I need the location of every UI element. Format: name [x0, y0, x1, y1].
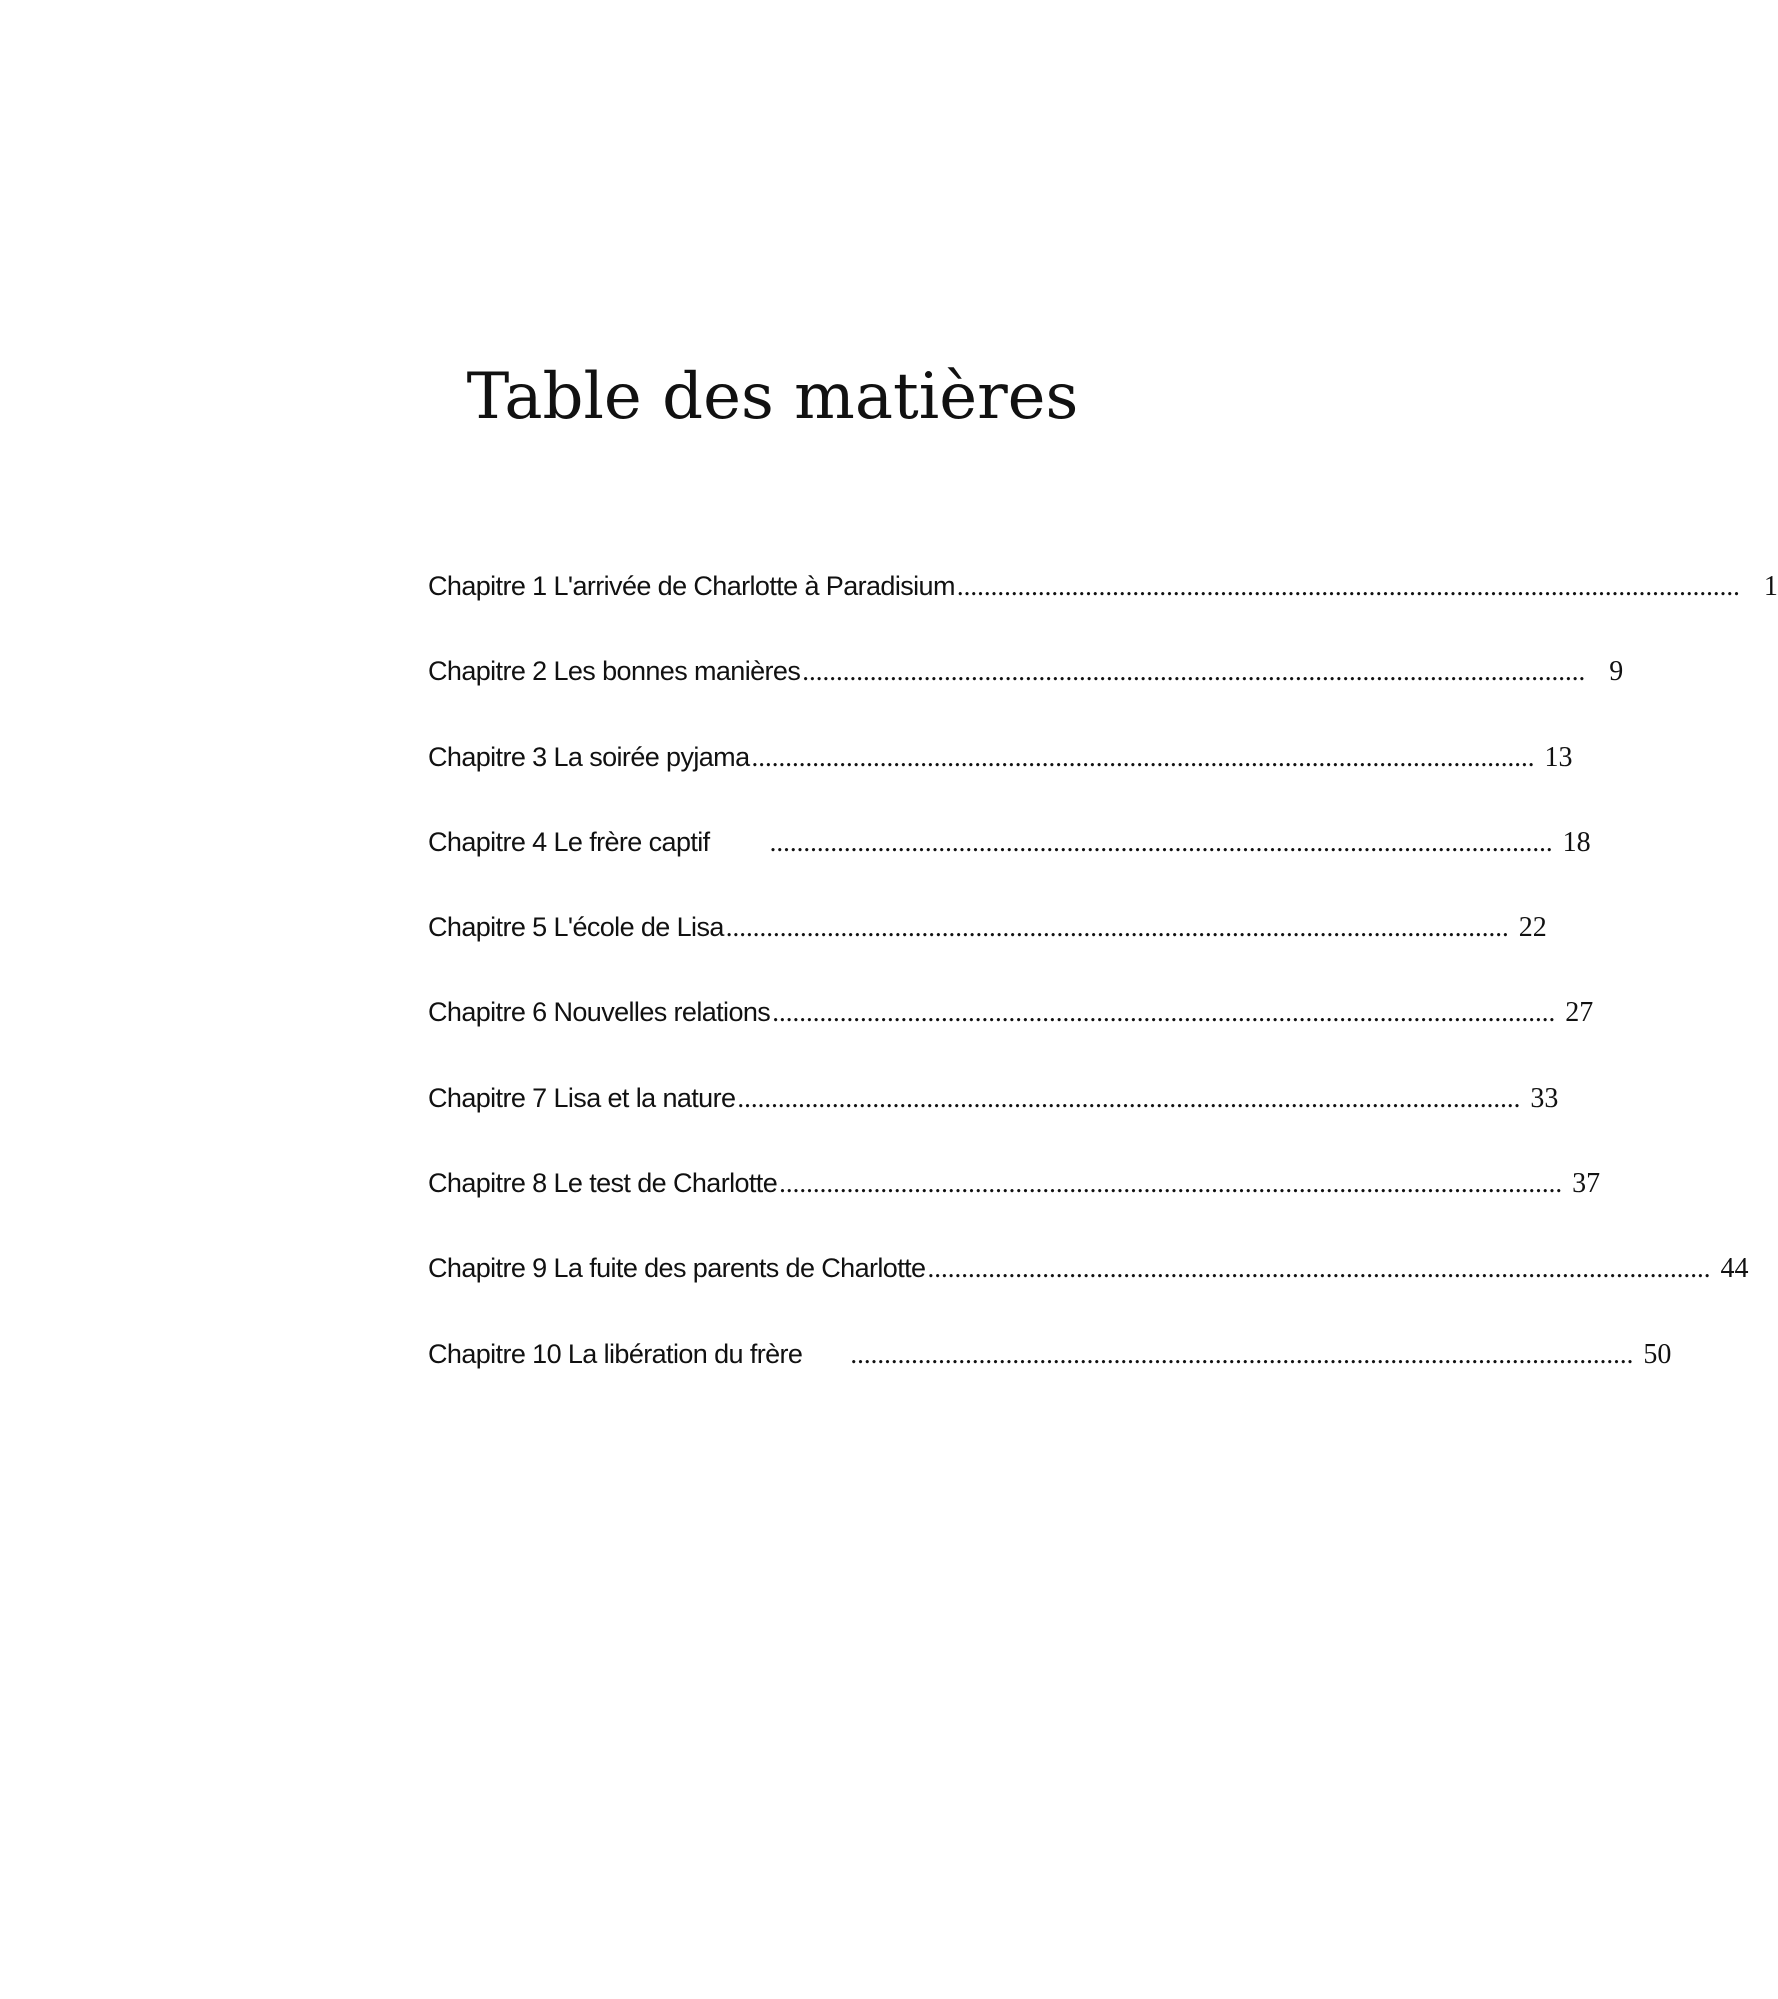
toc-entry-page: 27	[1565, 997, 1594, 1029]
toc-entry-label: Chapitre 7 Lisa et la nature	[428, 1082, 736, 1113]
toc-entry-label: Chapitre 3 La soirée pyjama	[428, 741, 750, 772]
toc-entry-page: 44	[1720, 1253, 1749, 1285]
toc-entry[interactable]	[428, 1168, 1601, 1253]
dot-leader: ....................................................................................................................	[779, 1168, 1563, 1199]
dot-leader: ....................................................................................................................	[850, 1338, 1634, 1369]
toc-entry-page: 33	[1530, 1082, 1559, 1114]
toc-entry[interactable]	[428, 826, 1591, 912]
toc-entry-label: Chapitre 5 L'école de Lisa	[428, 912, 724, 943]
toc-entry-page: 37	[1572, 1168, 1601, 1200]
toc-entry[interactable]	[428, 912, 1547, 997]
dot-leader: ....................................................................................................................	[802, 656, 1586, 687]
dot-leader: ....................................................................................................................	[956, 571, 1740, 601]
toc-entry[interactable]	[428, 741, 1573, 827]
toc-entry-page: 18	[1562, 826, 1591, 858]
toc-entry-page: 9	[1609, 656, 1624, 688]
toc-entry[interactable]	[428, 1338, 1672, 1424]
toc-entry[interactable]	[428, 997, 1594, 1082]
toc-entry-label: Chapitre 10 La libération du frère	[428, 1338, 803, 1369]
toc-entry[interactable]	[428, 1082, 1559, 1168]
dot-leader: ....................................................................................................................	[772, 997, 1556, 1028]
toc-entry-label: Chapitre 2 Les bonnes manières	[428, 656, 801, 687]
toc-entry-page: 22	[1518, 912, 1547, 944]
toc-entry-page: 50	[1643, 1338, 1672, 1370]
dot-leader: ....................................................................................................................	[737, 1082, 1521, 1113]
toc-entry[interactable]	[428, 1253, 1749, 1338]
toc-entry-label: Chapitre 6 Nouvelles relations	[428, 997, 771, 1028]
dot-leader: ....................................................................................................................	[927, 1253, 1711, 1284]
dot-leader: ....................................................................................................................	[769, 826, 1553, 857]
toc-entry-page: 13	[1544, 741, 1573, 773]
toc-entry-label: Chapitre 4 Le frère captif	[428, 826, 710, 857]
toc-entry-label: Chapitre 8 Le test de Charlotte	[428, 1168, 778, 1199]
dot-leader: ....................................................................................................................	[751, 741, 1535, 772]
toc-entry-label: Chapitre 9 La fuite des parents de Charlotte	[428, 1253, 926, 1284]
page-title: Table des matières	[466, 360, 1079, 434]
table-of-contents	[428, 571, 1778, 1424]
toc-entry-label: Chapitre 1 L'arrivée de Charlotte à Paradisium	[428, 571, 955, 601]
dot-leader: ....................................................................................................................	[725, 912, 1509, 943]
toc-entry[interactable]	[428, 656, 1624, 741]
toc-entry[interactable]	[428, 571, 1778, 656]
toc-entry-page: 1	[1763, 571, 1778, 602]
